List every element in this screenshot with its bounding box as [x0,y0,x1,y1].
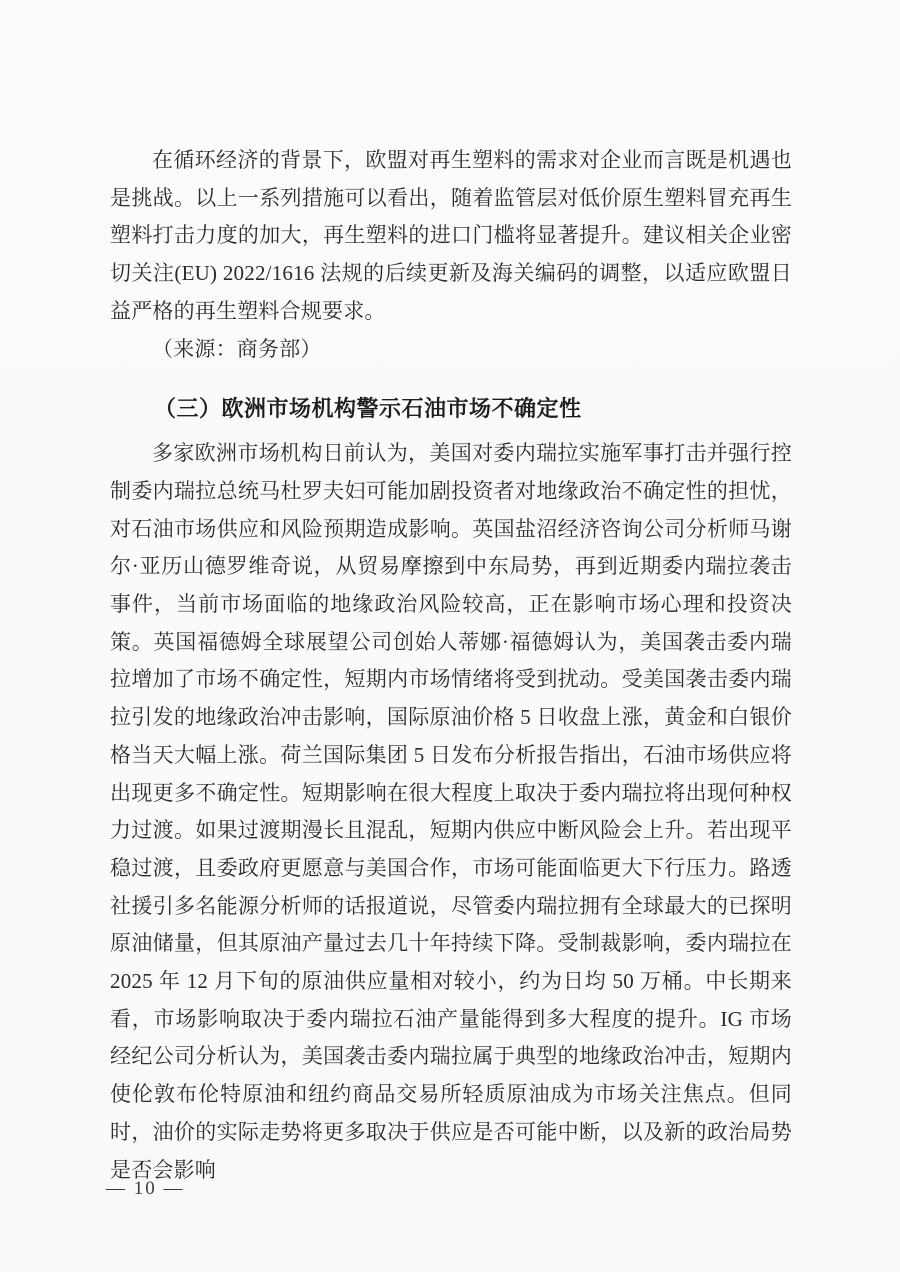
source-attribution: （来源：商务部） [152,336,322,361]
page-number: — 10 — [106,1178,185,1199]
paragraph-oil-market-analysis: 多家欧洲市场机构日前认为，美国对委内瑞拉实施军事打击并强行控制委内瑞拉总统马杜罗夫妇可能加剧投资者对地缘政治不确定性的担忧，对石油市场供应和风险预期造成影响。英国盐沼经济咨询公司分析师马谢尔·亚历山德罗维奇说，从贸易摩擦到中东局势，再到近期委内瑞拉袭击事件，当前市场面临的地缘政治风险较高，正在影响市场心理和投资决策。英国福德姆全球展望公司创始人蒂娜·福德姆认为，美国袭击委内瑞拉增加了市场不确定性，短期内市场情绪将受到扰动。受美国袭击委内瑞拉引发的地缘政治冲击影响，国际原油价格 5 日收盘上涨，黄金和白银价格当天大幅上涨。荷兰国际集团 5 日发布分析报告指出，石油市场供应将出现更多不确定性。短期影响在很大程度上取决于委内瑞拉将出现何种权力过渡。如果过渡期漫长且混乱，短期内供应中断风险会上升。若出现平稳过渡，且委政府更愿意与美国合作，市场可能面临更大下行压力。路透社援引多名能源分析师的话报道说，尽管委内瑞拉拥有全球最大的已探明原油储量，但其原油产量过去几十年持续下降。受制裁影响，委内瑞拉在 2025 年 12 月下旬的原油供应量相对较小，约为日均 50 万桶。中长期来看，市场影响取决于委内瑞拉石油产量能得到多大程度的提升。IG 市场经纪公司分析认为，美国袭击委内瑞拉属于典型的地缘政治冲击，短期内使伦敦布伦特原油和纽约商品交易所轻质原油成为市场关注焦点。但同时，油价的实际走势将更多取决于供应是否可能中断，以及新的政治局势是否会影响 [110,441,792,1182]
page-content [110,142,792,1189]
paragraph-eu-plastics-conclusion: 在循环经济的背景下，欧盟对再生塑料的需求对企业而言既是机遇也是挑战。以上一系列措施可以看出，随着监管层对低价原生塑料冒充再生塑料打击力度的加大，再生塑料的进口门槛将显著提升。建议相关企业密切关注(EU) 2022/1616 法规的后续更新及海关编码的调整，以适应欧盟日益严格的再生塑料合规要求。 [110,148,792,323]
section-heading-oil-market: （三）欧洲市场机构警示石油市场不确定性 [154,396,582,422]
